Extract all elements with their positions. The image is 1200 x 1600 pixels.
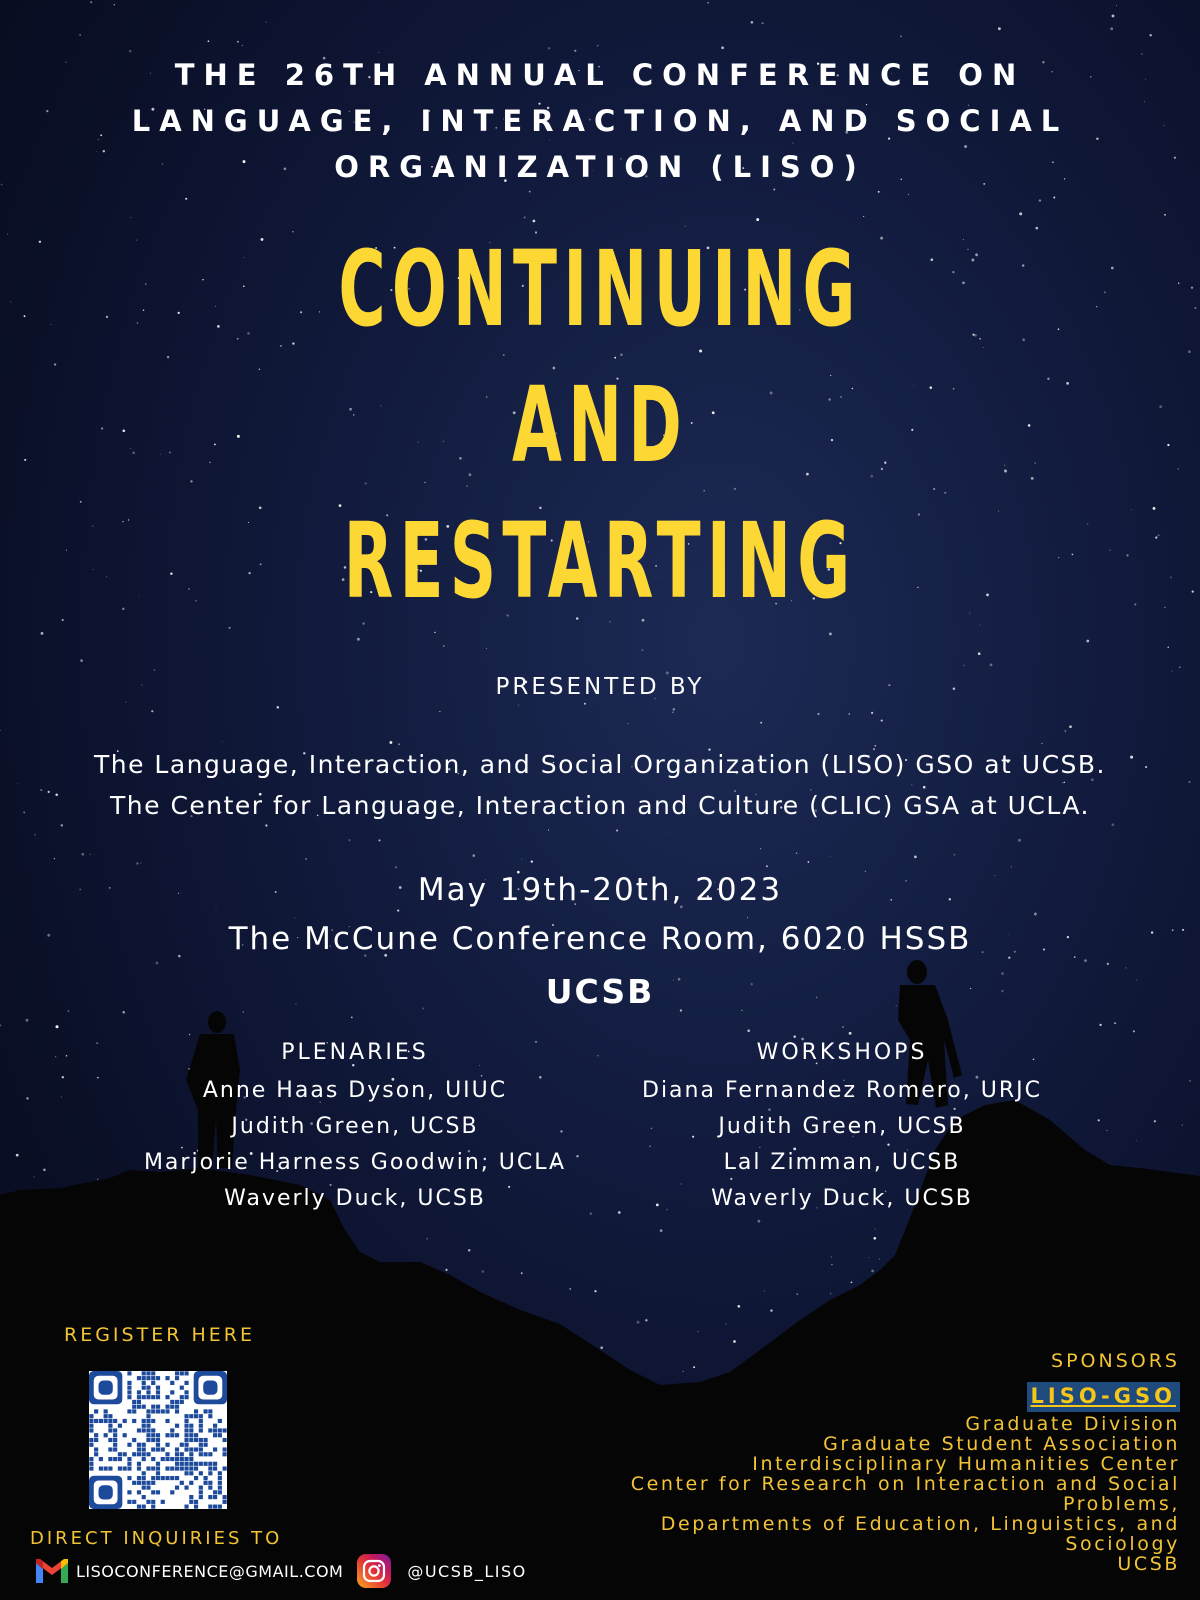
- workshop-leader: Judith Green, UCSB: [718, 1114, 966, 1139]
- plenaries-section: [95, 1040, 615, 1217]
- instagram-icon[interactable]: [357, 1554, 391, 1588]
- sponsor-line: Departments of Education, Linguistics, and: [660, 1513, 1180, 1535]
- plenaries-title: PLENARIES: [281, 1040, 429, 1065]
- workshop-leader: Diana Fernandez Romero, URJC: [642, 1078, 1042, 1103]
- sponsor-line: Graduate Division: [965, 1413, 1180, 1435]
- sponsor-line: Problems,: [1062, 1493, 1180, 1515]
- sponsor-line: UCSB: [1117, 1553, 1180, 1575]
- presenter-line-1: The Language, Interaction, and Social Organization (LISO) GSO at UCSB.: [93, 750, 1107, 779]
- sponsor-line: Interdisciplinary Humanities Center: [752, 1453, 1180, 1475]
- event-date: May 19th-20th, 2023: [417, 872, 783, 908]
- gmail-icon: [33, 1557, 71, 1585]
- title-line-1: CONTINUING: [338, 228, 862, 350]
- sponsor-line: Graduate Student Association: [823, 1433, 1180, 1455]
- register-label: REGISTER HERE: [64, 1324, 255, 1346]
- liso-gso-logo: LISO-GSO: [1027, 1382, 1181, 1412]
- plenary-speaker: Marjorie Harness Goodwin, UCLA: [143, 1150, 567, 1175]
- plenary-speaker: Waverly Duck, UCSB: [224, 1186, 486, 1211]
- event-venue: The McCune Conference Room, 6020 HSSB: [228, 921, 972, 957]
- title-line-3: RESTARTING: [343, 500, 857, 622]
- header-line-1: THE 26TH ANNUAL CONFERENCE ON: [174, 58, 1026, 92]
- workshops-section: [582, 1040, 1102, 1217]
- qr-finder-pattern: [99, 1381, 113, 1395]
- title-line-2: AND: [511, 364, 688, 486]
- sponsors-title: SPONSORS: [1051, 1350, 1180, 1372]
- presenter-line-2: The Center for Language, Interaction and Culture (CLIC) GSA at UCLA.: [110, 791, 1090, 820]
- plenary-speaker: Anne Haas Dyson, UIUC: [202, 1078, 508, 1103]
- event-campus: UCSB: [545, 972, 655, 1011]
- workshop-leader: Lal Zimman, UCSB: [723, 1150, 961, 1175]
- contact-email[interactable]: LISOCONFERENCE@GMAIL.COM: [76, 1561, 344, 1581]
- registration-qr-code[interactable]: [89, 1371, 227, 1509]
- sponsor-line: Sociology: [1065, 1533, 1180, 1555]
- qr-finder-pattern: [99, 1485, 113, 1499]
- contact-row: [33, 1553, 527, 1589]
- workshop-leader: Waverly Duck, UCSB: [711, 1186, 973, 1211]
- plenary-speaker: Judith Green, UCSB: [231, 1114, 479, 1139]
- header-line-2: LANGUAGE, INTERACTION, AND SOCIAL: [131, 104, 1069, 138]
- qr-finder-pattern: [203, 1381, 217, 1395]
- header-line-3: ORGANIZATION (LISO): [334, 150, 866, 184]
- sponsors-section: [580, 1350, 1180, 1574]
- presented-by-label: PRESENTED BY: [495, 674, 705, 700]
- instagram-handle[interactable]: @UCSB_LISO: [407, 1561, 527, 1581]
- sponsor-line: Center for Research on Interaction and Social: [630, 1473, 1180, 1495]
- inquiries-label: DIRECT INQUIRIES TO: [30, 1528, 283, 1549]
- workshops-title: WORKSHOPS: [756, 1040, 928, 1065]
